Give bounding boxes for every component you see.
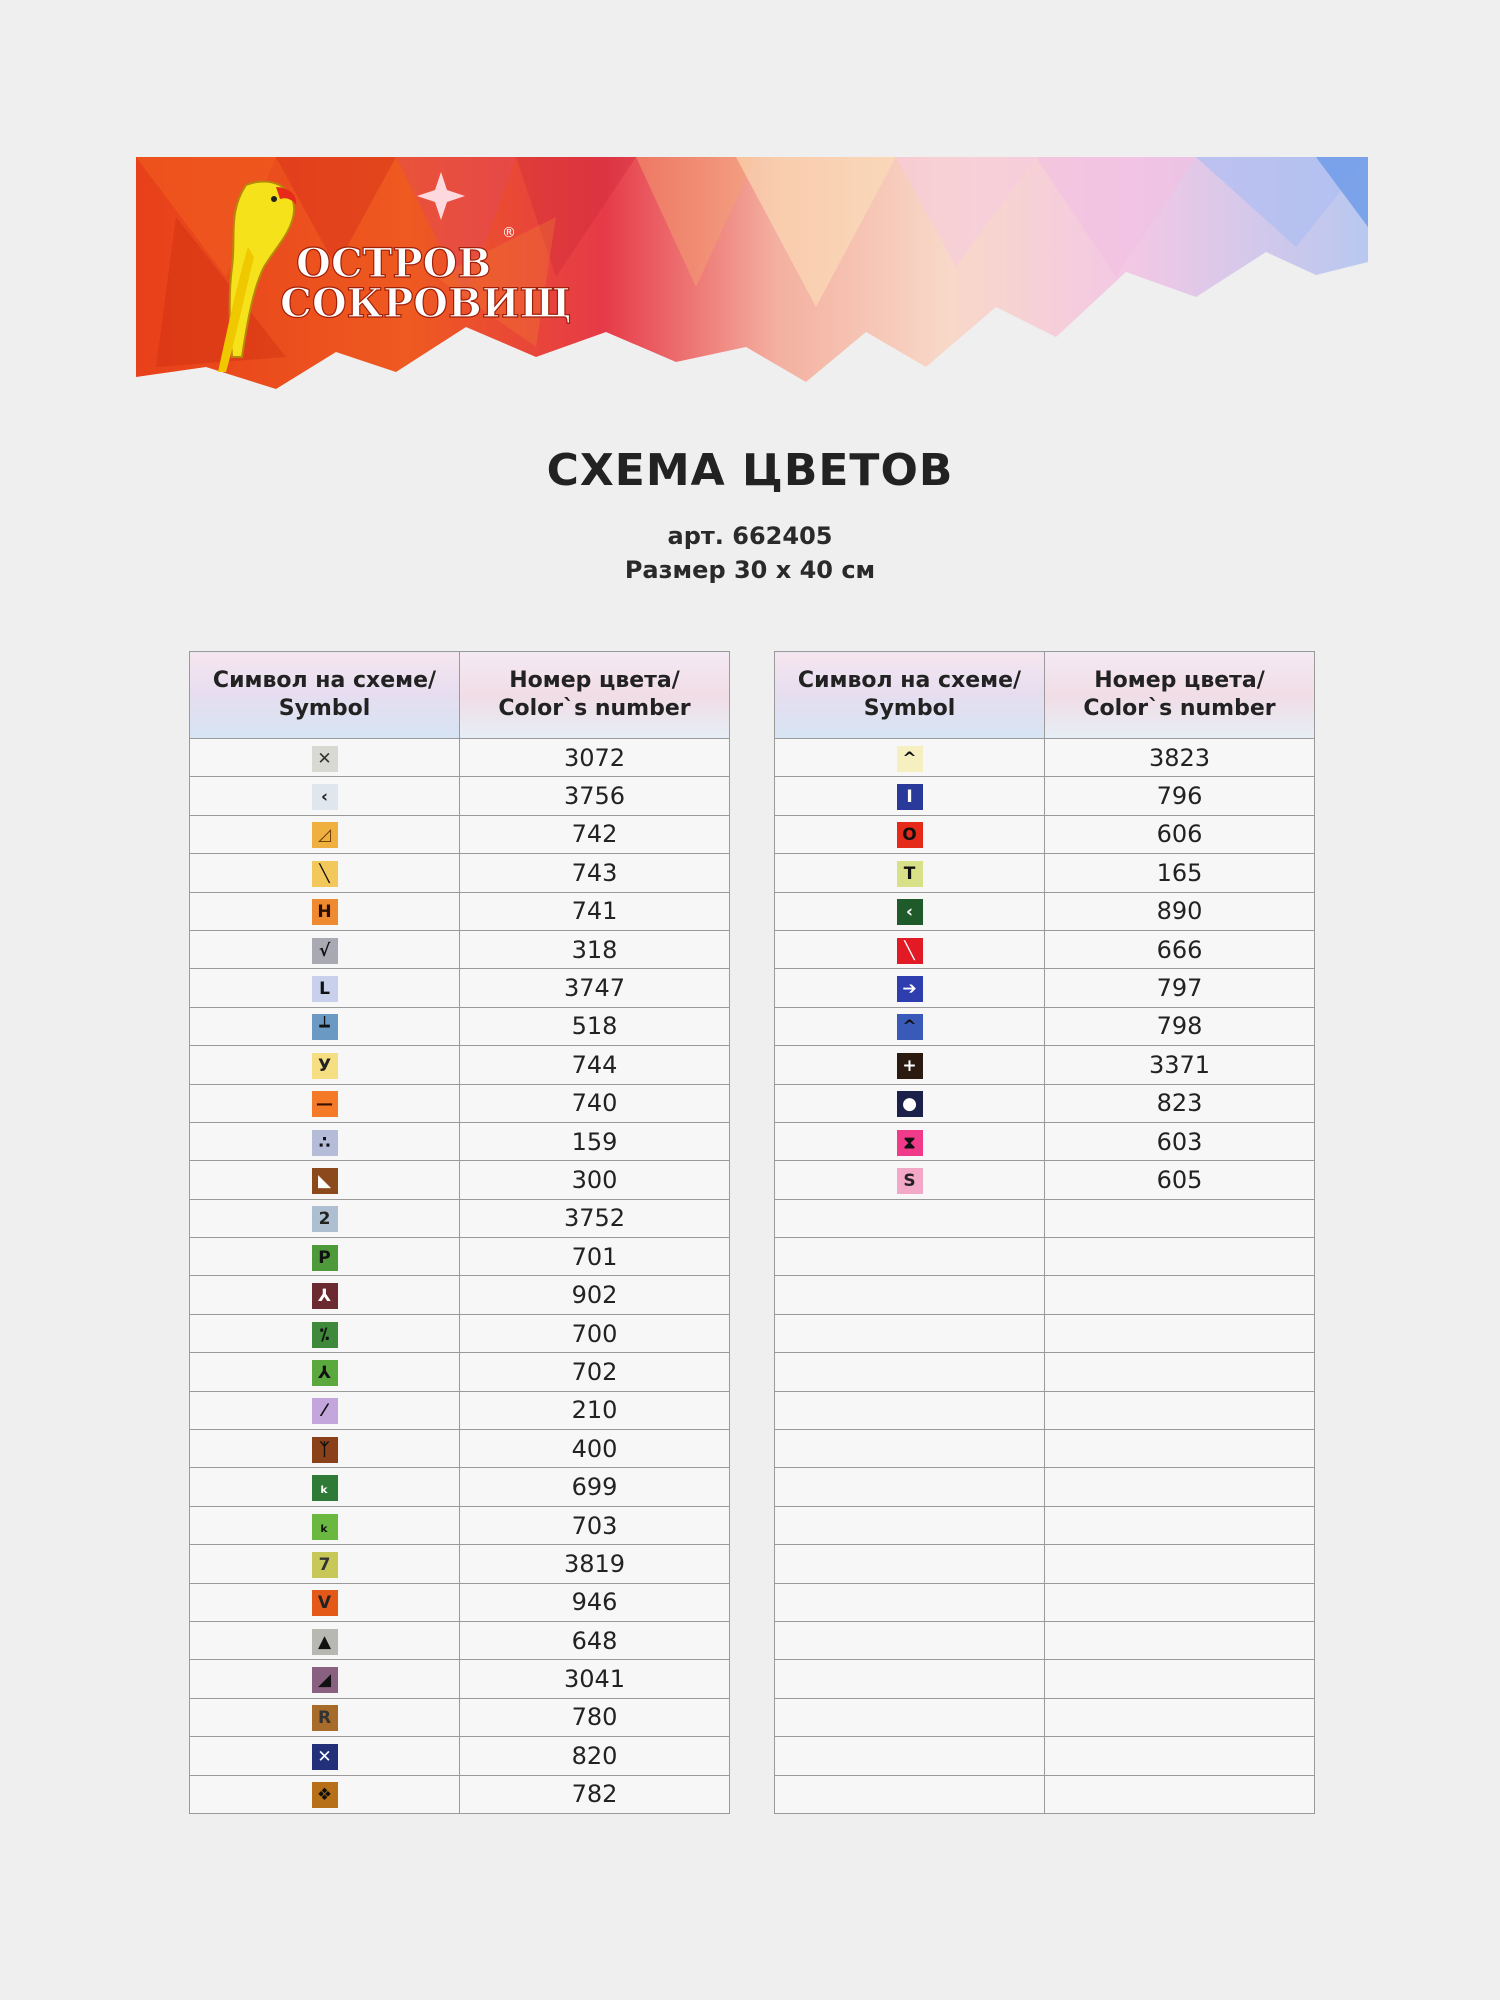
symbol-cell <box>775 1353 1045 1391</box>
table-row <box>190 1698 730 1736</box>
color-number-cell: 946 <box>460 1583 730 1621</box>
symbol-cell <box>775 1122 1045 1160</box>
symbol-cell <box>775 1046 1045 1084</box>
symbol-cell <box>190 739 460 777</box>
number-column-header <box>460 652 730 739</box>
symbol-swatch-icon: 2 <box>312 1206 338 1232</box>
table-header-row <box>190 652 730 739</box>
color-number-cell: 318 <box>460 930 730 968</box>
registered-mark: ® <box>502 225 516 241</box>
color-number-cell: 782 <box>460 1775 730 1813</box>
symbol-cell <box>775 1007 1045 1045</box>
color-number-cell <box>1045 1353 1315 1391</box>
color-number-cell: 701 <box>460 1238 730 1276</box>
table-row <box>775 1621 1315 1659</box>
symbol-cell <box>775 1660 1045 1698</box>
page-title: СХЕМА ЦВЕТОВ <box>546 445 954 496</box>
table-row <box>775 1314 1315 1352</box>
color-number-cell: 400 <box>460 1430 730 1468</box>
symbol-swatch-icon: ✕ <box>312 746 338 772</box>
color-number-cell <box>1045 1737 1315 1775</box>
symbol-swatch-icon: H <box>312 899 338 925</box>
symbol-swatch-icon: ╲ <box>897 938 923 964</box>
color-number-cell <box>1045 1775 1315 1813</box>
color-number-cell: 165 <box>1045 854 1315 892</box>
color-number-cell <box>1045 1468 1315 1506</box>
symbol-swatch-icon: ● <box>897 1091 923 1117</box>
symbol-swatch-icon: + <box>897 1053 923 1079</box>
symbol-cell <box>190 930 460 968</box>
symbol-header-en: Symbol <box>863 696 956 721</box>
table-row <box>775 1199 1315 1237</box>
symbol-swatch-icon: ❖ <box>312 1782 338 1808</box>
table-row <box>775 892 1315 930</box>
color-number-cell: 3752 <box>460 1199 730 1237</box>
symbol-swatch-icon: T <box>897 861 923 887</box>
symbol-cell <box>190 1046 460 1084</box>
table-row <box>190 1775 730 1813</box>
table-row <box>190 892 730 930</box>
symbol-swatch-icon: ⅄ <box>312 1360 338 1386</box>
symbol-cell <box>190 1084 460 1122</box>
color-number-cell: 699 <box>460 1468 730 1506</box>
table-row <box>775 1698 1315 1736</box>
symbol-cell <box>775 739 1045 777</box>
table-row <box>190 815 730 853</box>
color-table-left <box>189 651 730 1814</box>
color-number-cell <box>1045 1391 1315 1429</box>
symbol-cell <box>190 1621 460 1659</box>
symbol-cell <box>775 1084 1045 1122</box>
color-number-cell: 700 <box>460 1314 730 1352</box>
table-row <box>190 854 730 892</box>
logo-line2: СОКРОВИЩ <box>280 280 572 327</box>
symbol-swatch-icon: S <box>897 1168 923 1194</box>
color-number-cell: 3823 <box>1045 739 1315 777</box>
color-table-right <box>774 651 1315 1814</box>
symbol-cell <box>190 1468 460 1506</box>
table-row <box>190 739 730 777</box>
color-number-cell <box>1045 1506 1315 1544</box>
table-row <box>190 1007 730 1045</box>
color-number-cell: 606 <box>1045 815 1315 853</box>
table-row <box>190 1621 730 1659</box>
color-number-cell: 890 <box>1045 892 1315 930</box>
symbol-swatch-icon: ➔ <box>897 976 923 1002</box>
color-number-cell <box>1045 1199 1315 1237</box>
symbol-swatch-icon: ◣ <box>312 1168 338 1194</box>
color-number-cell <box>1045 1276 1315 1314</box>
color-number-cell: 3819 <box>460 1545 730 1583</box>
table-row <box>190 930 730 968</box>
symbol-cell <box>775 930 1045 968</box>
symbol-cell <box>775 1698 1045 1736</box>
color-number-cell <box>1045 1698 1315 1736</box>
table-row <box>190 1122 730 1160</box>
symbol-swatch-icon: P <box>312 1245 338 1271</box>
symbol-cell <box>190 969 460 1007</box>
symbol-header-en: Symbol <box>278 696 371 721</box>
table-row <box>775 1430 1315 1468</box>
table-row <box>775 1007 1315 1045</box>
symbol-cell <box>190 1775 460 1813</box>
table-row <box>775 1353 1315 1391</box>
symbol-cell <box>775 1161 1045 1199</box>
symbol-swatch-icon: √ <box>312 938 338 964</box>
symbol-header-ru: Символ на схеме/ <box>797 668 1022 693</box>
color-number-cell: 780 <box>460 1698 730 1736</box>
symbol-cell <box>775 815 1045 853</box>
symbol-cell <box>190 777 460 815</box>
symbol-swatch-icon: ⁒ <box>312 1322 338 1348</box>
symbol-cell <box>190 1737 460 1775</box>
table-row <box>190 1506 730 1544</box>
table-row <box>775 1391 1315 1429</box>
table-row <box>190 1084 730 1122</box>
symbol-swatch-icon: ⁄ <box>312 1398 338 1424</box>
table-row <box>775 1084 1315 1122</box>
table-row <box>775 1506 1315 1544</box>
table-row <box>190 1430 730 1468</box>
table-row <box>190 1238 730 1276</box>
symbol-cell <box>775 1430 1045 1468</box>
table-row <box>775 1161 1315 1199</box>
color-number-cell <box>1045 1238 1315 1276</box>
color-number-cell: 703 <box>460 1506 730 1544</box>
color-number-cell: 605 <box>1045 1161 1315 1199</box>
color-number-cell: 823 <box>1045 1084 1315 1122</box>
symbol-swatch-icon: ₖ <box>312 1514 338 1540</box>
symbol-cell <box>190 1391 460 1429</box>
symbol-swatch-icon: — <box>312 1091 338 1117</box>
symbol-cell <box>775 1468 1045 1506</box>
symbol-cell <box>190 1660 460 1698</box>
color-number-cell <box>1045 1660 1315 1698</box>
color-number-cell: 744 <box>460 1046 730 1084</box>
table-row <box>775 1583 1315 1621</box>
table-row <box>190 777 730 815</box>
number-header-ru: Номер цвета/ <box>509 668 680 693</box>
number-column-header <box>1045 652 1315 739</box>
symbol-cell <box>775 1583 1045 1621</box>
color-number-cell: 666 <box>1045 930 1315 968</box>
table-row <box>775 739 1315 777</box>
symbol-cell <box>775 1621 1045 1659</box>
color-number-cell: 798 <box>1045 1007 1315 1045</box>
article-number: арт. 662405 <box>667 522 833 550</box>
color-number-cell: 159 <box>460 1122 730 1160</box>
brand-banner <box>136 157 1368 392</box>
color-number-cell <box>1045 1314 1315 1352</box>
table-header-row <box>775 652 1315 739</box>
table-row <box>190 1660 730 1698</box>
symbol-cell <box>190 1353 460 1391</box>
table-row <box>190 1314 730 1352</box>
symbol-cell <box>775 1737 1045 1775</box>
color-number-cell: 300 <box>460 1161 730 1199</box>
color-number-cell <box>1045 1621 1315 1659</box>
symbol-swatch-icon: ◢ <box>312 1667 338 1693</box>
symbol-swatch-icon: ^ <box>897 1014 923 1040</box>
symbol-swatch-icon: ₖ <box>312 1475 338 1501</box>
symbol-cell <box>775 1391 1045 1429</box>
number-header-en: Color`s number <box>1083 696 1276 721</box>
symbol-swatch-icon: ⅄ <box>312 1283 338 1309</box>
symbol-header-ru: Символ на схеме/ <box>212 668 437 693</box>
table-row <box>775 1122 1315 1160</box>
symbol-swatch-icon: ‹ <box>897 899 923 925</box>
color-number-cell: 743 <box>460 854 730 892</box>
color-number-cell: 3371 <box>1045 1046 1315 1084</box>
symbol-cell <box>190 1238 460 1276</box>
table-row <box>190 1391 730 1429</box>
table-row <box>190 1199 730 1237</box>
symbol-cell <box>190 1161 460 1199</box>
symbol-cell <box>190 854 460 892</box>
symbol-swatch-icon: ▲ <box>312 1629 338 1655</box>
table-row <box>775 930 1315 968</box>
symbol-swatch-icon: R <box>312 1705 338 1731</box>
symbol-column-header <box>190 652 460 739</box>
symbol-cell <box>190 1007 460 1045</box>
number-header-en: Color`s number <box>498 696 691 721</box>
color-number-cell: 3747 <box>460 969 730 1007</box>
symbol-cell <box>775 1314 1045 1352</box>
color-number-cell: 3756 <box>460 777 730 815</box>
symbol-swatch-icon: ^ <box>897 746 923 772</box>
symbol-cell <box>190 1698 460 1736</box>
symbol-cell <box>775 892 1045 930</box>
table-row <box>775 854 1315 892</box>
symbol-swatch-icon: ‹ <box>312 784 338 810</box>
symbol-column-header <box>775 652 1045 739</box>
table-row <box>190 1468 730 1506</box>
canvas-size: Размер 30 х 40 см <box>624 556 876 584</box>
color-number-cell <box>1045 1545 1315 1583</box>
table-row <box>775 815 1315 853</box>
symbol-cell <box>775 777 1045 815</box>
color-number-cell: 902 <box>460 1276 730 1314</box>
table-row <box>775 777 1315 815</box>
symbol-swatch-icon: ◿ <box>312 822 338 848</box>
table-row <box>190 1545 730 1583</box>
symbol-cell <box>775 1238 1045 1276</box>
table-row <box>190 969 730 1007</box>
color-number-cell: 740 <box>460 1084 730 1122</box>
symbol-cell <box>190 1199 460 1237</box>
table-row <box>775 1468 1315 1506</box>
table-row <box>775 969 1315 1007</box>
color-number-cell <box>1045 1583 1315 1621</box>
symbol-cell <box>190 815 460 853</box>
color-number-cell: 820 <box>460 1737 730 1775</box>
symbol-swatch-icon: O <box>897 822 923 848</box>
symbol-swatch-icon: ✕ <box>312 1744 338 1770</box>
symbol-cell <box>190 1430 460 1468</box>
symbol-cell <box>775 1545 1045 1583</box>
symbol-swatch-icon: I <box>897 784 923 810</box>
table-row <box>775 1046 1315 1084</box>
color-number-cell: 3041 <box>460 1660 730 1698</box>
color-number-cell: 796 <box>1045 777 1315 815</box>
color-number-cell: 3072 <box>460 739 730 777</box>
symbol-cell <box>775 1276 1045 1314</box>
color-number-cell: 648 <box>460 1621 730 1659</box>
symbol-swatch-icon: V <box>312 1590 338 1616</box>
symbol-cell <box>190 1545 460 1583</box>
table-row <box>775 1737 1315 1775</box>
symbol-cell <box>775 969 1045 1007</box>
number-header-ru: Номер цвета/ <box>1094 668 1265 693</box>
symbol-cell <box>775 1199 1045 1237</box>
table-row <box>190 1161 730 1199</box>
symbol-swatch-icon: L <box>312 976 338 1002</box>
table-row <box>775 1775 1315 1813</box>
symbol-cell <box>190 892 460 930</box>
table-row <box>775 1238 1315 1276</box>
table-row <box>190 1737 730 1775</box>
color-number-cell: 741 <box>460 892 730 930</box>
table-row <box>775 1276 1315 1314</box>
logo-line1: ОСТРОВ <box>296 240 492 287</box>
color-number-cell: 518 <box>460 1007 730 1045</box>
symbol-swatch-icon: ∴ <box>312 1130 338 1156</box>
color-number-cell: 702 <box>460 1353 730 1391</box>
symbol-swatch-icon: ᛉ <box>312 1437 338 1463</box>
symbol-cell <box>190 1506 460 1544</box>
table-row <box>190 1046 730 1084</box>
table-row <box>775 1660 1315 1698</box>
symbol-swatch-icon: 7 <box>312 1552 338 1578</box>
symbol-cell <box>775 1506 1045 1544</box>
table-row <box>190 1353 730 1391</box>
symbol-swatch-icon: ╲ <box>312 861 338 887</box>
symbol-cell <box>190 1314 460 1352</box>
symbol-cell <box>190 1122 460 1160</box>
table-row <box>190 1583 730 1621</box>
symbol-cell <box>775 854 1045 892</box>
symbol-cell <box>190 1276 460 1314</box>
table-row <box>190 1276 730 1314</box>
color-number-cell: 210 <box>460 1391 730 1429</box>
symbol-swatch-icon: У <box>312 1053 338 1079</box>
symbol-swatch-icon: ⧗ <box>897 1130 923 1156</box>
symbol-swatch-icon: ┷ <box>312 1014 338 1040</box>
color-number-cell: 797 <box>1045 969 1315 1007</box>
color-number-cell: 603 <box>1045 1122 1315 1160</box>
color-number-cell <box>1045 1430 1315 1468</box>
table-row <box>775 1545 1315 1583</box>
symbol-cell <box>775 1775 1045 1813</box>
symbol-cell <box>190 1583 460 1621</box>
color-number-cell: 742 <box>460 815 730 853</box>
